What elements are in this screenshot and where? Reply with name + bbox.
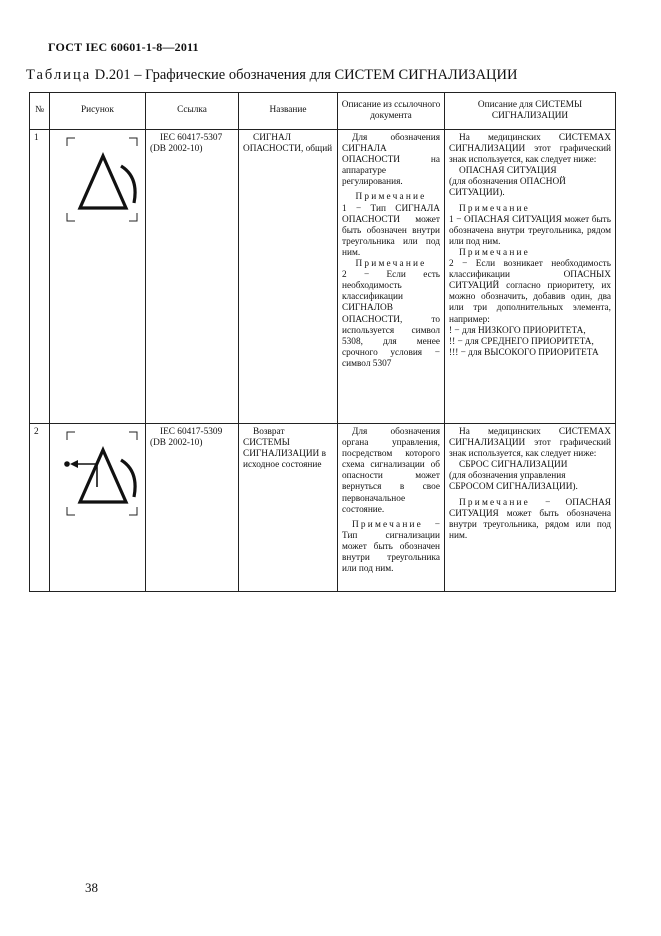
page-number: 38 — [85, 880, 98, 895]
table-title — [26, 67, 517, 84]
source-desc-main: Для обозначения СИГНАЛА ОПАСНОСТИ на аппаратуре регулирования. — [342, 133, 440, 188]
col-header-figure: Рисунок — [50, 93, 146, 130]
situation-label: ОПАСНАЯ СИТУАЦИЯ — [459, 166, 557, 177]
note: Примечание − ОПАСНАЯ СИТУАЦИЯ может быть обозначена внутри треугольника, рядом или под ним. — [449, 497, 611, 541]
source-desc-cell — [338, 130, 445, 424]
col-header-name: Название — [239, 93, 338, 130]
note-label: Примечание — [355, 259, 427, 270]
symbols-table — [29, 92, 616, 592]
note-label: Примечание — [355, 192, 427, 203]
row-number: 1 — [30, 130, 50, 424]
alarm-reset-triangle-icon — [54, 427, 146, 517]
priority-low: ! − для НИЗКОГО ПРИОРИТЕТА, — [449, 325, 586, 336]
reference-cell: IEC 60417-5309 (DB 2002-10) — [146, 424, 239, 592]
situation-paren: (для обозначения ОПАСНОЙ СИТУАЦИИ). — [449, 177, 566, 199]
col-header-reference: Ссылка — [146, 93, 239, 130]
system-desc-cell — [445, 424, 616, 592]
col-header-num: № — [30, 93, 50, 130]
note: Примечание − Тип сигнализации может быть обозначен внутри треугольника или под ним. — [342, 519, 440, 575]
table-label: Таблица — [26, 67, 92, 83]
col-header-source-desc: Описание из ссылочного документа — [338, 93, 445, 130]
name-cell: СИГНАЛ ОПАСНОСТИ, общий — [239, 130, 338, 424]
table-caption: D.201 – Графические обозначения для СИСТЕМ СИГНАЛИЗАЦИИ — [91, 67, 518, 83]
system-desc-main: На медицинских СИСТЕМАХ СИГНАЛИЗАЦИИ этот графический знак используется, как следует ниже: — [449, 427, 611, 460]
reset-label: СБРОС СИГНАЛИЗАЦИИ — [459, 460, 568, 471]
priority-medium: !! − для СРЕДНЕГО ПРИОРИТЕТА, — [449, 336, 594, 347]
source-desc-cell — [338, 424, 445, 592]
note-text: 1 − Тип СИГНАЛА ОПАСНОСТИ может быть обозначен внутри треугольника или под ним. — [342, 203, 440, 258]
note-label: Примечание — [459, 203, 530, 214]
system-desc-main: На медицинских СИСТЕМАХ СИГНАЛИЗАЦИИ этот графический знак используется, как следует ниже: — [449, 133, 611, 166]
alarm-signal-triangle-icon — [54, 133, 146, 223]
col-header-system-desc: Описание для СИСТЕМЫ СИГНАЛИЗАЦИИ — [445, 93, 616, 130]
table-row — [30, 130, 616, 424]
source-desc-main: Для обозначения органа управления, посредством которого схема сигнализации об опасности может вернуться в свое первоначальное состояние. — [342, 427, 440, 515]
standard-header: ГОСТ IEC 60601-1-8—2011 — [48, 40, 199, 54]
note-text: 2 − Если есть необходимость классификации СИГНАЛОВ ОПАСНОСТИ, то используется символ 5308, для менее срочного условия − символ 5307 — [342, 270, 440, 369]
priority-high: !!! − для ВЫСОКОГО ПРИОРИТЕТА — [449, 347, 599, 358]
system-desc-cell — [445, 130, 616, 424]
reset-paren: (для обозначения управления СБРОСОМ СИГНАЛИЗАЦИИ). — [449, 471, 578, 493]
note-text: 2 − Если возникает необходимость классификации ОПАСНЫХ СИТУАЦИЙ согласно приоритету, их можно обозначить, добавив один, два или три дополнительных элемента, например: — [449, 259, 611, 325]
figure-cell — [50, 130, 146, 424]
note-text: 1 − ОПАСНАЯ СИТУАЦИЯ может быть обозначена внутри треугольника, рядом или под ним. — [449, 214, 611, 247]
note-label: Примечание — [459, 247, 530, 258]
reference-cell: IEC 60417-5307 (DB 2002-10) — [146, 130, 239, 424]
table-row — [30, 424, 616, 592]
row-number: 2 — [30, 424, 50, 592]
name-cell: Возврат СИСТЕМЫ СИГНАЛИЗАЦИИ в исходное состояние — [239, 424, 338, 592]
figure-cell — [50, 424, 146, 592]
table-header-row — [30, 93, 616, 130]
